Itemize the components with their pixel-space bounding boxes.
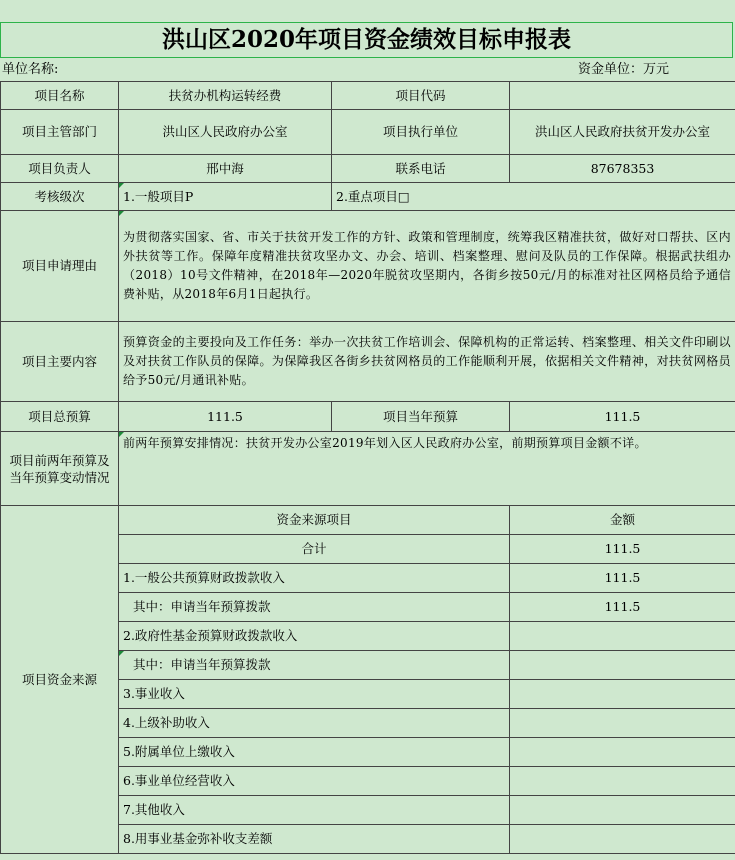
content-text[interactable]: 预算资金的主要投向及工作任务：举办一次扶贫工作培训会、保障机构的正常运转、档案整理、相关文件印刷以及对扶贫工作队员的保障。为保障我区各街乡扶贫网格员的工作能顺利开展，依据相关文件精神，对扶贫网格员给予50元/月通讯补贴。 xyxy=(119,322,735,402)
fund-unit-label: 资金单位：万元 xyxy=(578,62,670,77)
year-budget-value[interactable]: 111.5 xyxy=(510,402,735,432)
project-name-label: 项目名称 xyxy=(1,82,119,110)
funding-source-label: 项目资金来源 xyxy=(1,506,119,854)
total-budget-value[interactable]: 111.5 xyxy=(119,402,332,432)
table-row xyxy=(1,110,735,155)
funding-amount[interactable] xyxy=(510,825,735,854)
funding-item: 8.用事业基金弥补收支差额 xyxy=(119,825,510,854)
dept-label: 项目主管部门 xyxy=(1,110,119,155)
funding-item: 2.政府性基金预算财政拨款收入 xyxy=(119,622,510,651)
table-row xyxy=(1,402,735,432)
table-row xyxy=(1,155,735,183)
funding-item: 合计 xyxy=(119,535,510,564)
funding-item: 其中：申请当年预算拨款 xyxy=(119,593,510,622)
table-row xyxy=(1,506,735,535)
prev-budget-text[interactable]: 前两年预算安排情况：扶贫开发办公室2019年划入区人民政府办公室，前期预算项目金额不详。 xyxy=(119,432,735,506)
funding-item: 5.附属单位上缴收入 xyxy=(119,738,510,767)
reason-label: 项目申请理由 xyxy=(1,211,119,322)
level-option-general[interactable]: 1.一般项目P xyxy=(119,183,332,211)
funding-amount[interactable] xyxy=(510,796,735,825)
funding-item: 其中：申请当年预算拨款 xyxy=(119,651,510,680)
funding-amount[interactable] xyxy=(510,680,735,709)
form-title: 洪山区2020年项目资金绩效目标申报表 xyxy=(0,22,733,58)
table-row xyxy=(1,183,735,211)
table-row xyxy=(1,211,735,322)
table-row xyxy=(1,432,735,506)
leader-value[interactable]: 邢中海 xyxy=(119,155,332,183)
funding-item: 3.事业收入 xyxy=(119,680,510,709)
leader-label: 项目负责人 xyxy=(1,155,119,183)
funding-item: 4.上级补助收入 xyxy=(119,709,510,738)
project-name-value[interactable]: 扶贫办机构运转经费 xyxy=(119,82,332,110)
dept-value[interactable]: 洪山区人民政府办公室 xyxy=(119,110,332,155)
table-row xyxy=(1,322,735,402)
phone-value[interactable]: 87678353 xyxy=(510,155,735,183)
funding-amount[interactable] xyxy=(510,709,735,738)
project-code-label: 项目代码 xyxy=(332,82,510,110)
level-option-key[interactable]: 2.重点项目□ xyxy=(332,183,735,211)
funding-item: 7.其他收入 xyxy=(119,796,510,825)
funding-amount[interactable] xyxy=(510,651,735,680)
content-label: 项目主要内容 xyxy=(1,322,119,402)
funding-item: 1.一般公共预算财政拨款收入 xyxy=(119,564,510,593)
form-table xyxy=(0,81,735,854)
funding-amount[interactable]: 111.5 xyxy=(510,564,735,593)
funding-amount[interactable]: 111.5 xyxy=(510,535,735,564)
table-row xyxy=(1,82,735,110)
funding-col-amount: 金额 xyxy=(510,506,735,535)
prev-budget-label: 项目前两年预算及当年预算变动情况 xyxy=(1,432,119,506)
exec-unit-value[interactable]: 洪山区人民政府扶贫开发办公室 xyxy=(510,110,735,155)
total-budget-label: 项目总预算 xyxy=(1,402,119,432)
exec-unit-label: 项目执行单位 xyxy=(332,110,510,155)
unit-name-label: 单位名称: xyxy=(2,62,59,77)
funding-col-item: 资金来源项目 xyxy=(119,506,510,535)
project-code-value[interactable] xyxy=(510,82,735,110)
funding-item: 6.事业单位经营收入 xyxy=(119,767,510,796)
funding-amount[interactable] xyxy=(510,622,735,651)
funding-amount[interactable]: 111.5 xyxy=(510,593,735,622)
funding-amount[interactable] xyxy=(510,767,735,796)
phone-label: 联系电话 xyxy=(332,155,510,183)
year-budget-label: 项目当年预算 xyxy=(332,402,510,432)
level-label: 考核级次 xyxy=(1,183,119,211)
reason-text[interactable]: 为贯彻落实国家、省、市关于扶贫开发工作的方针、政策和管理制度，统筹我区精准扶贫，做好对口帮扶、区内外扶贫等工作。保障年度精准扶贫攻坚办文、办会、培训、档案整理、慰问及队员的工作保障。根据武扶组办（2018）10号文件精神，在2018年—2020年脱贫攻坚期内，各街乡按50元/月的标准对社区网格员给予通信费补贴，从2018年6月1日起执行。 xyxy=(119,211,735,322)
funding-amount[interactable] xyxy=(510,738,735,767)
